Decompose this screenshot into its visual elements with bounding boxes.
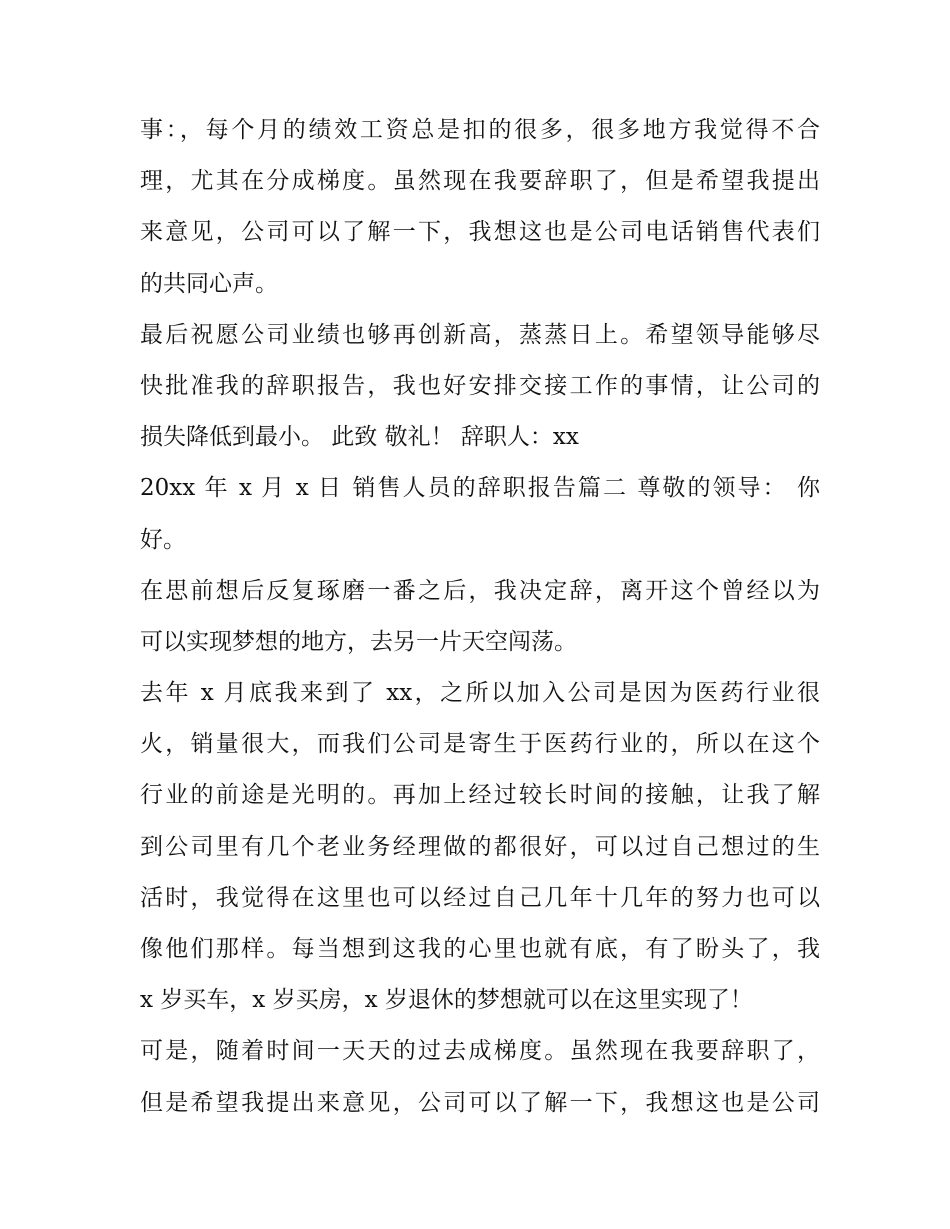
text-line: 但是希望我提出来意见，公司可以了解一下，我想这也是公司 bbox=[140, 1089, 820, 1116]
text-line: 事：，每个月的绩效工资总是扣的很多，很多地方我觉得不合 bbox=[140, 117, 820, 143]
text-line: 来意见，公司可以了解一下，我想这也是公司电话销售代表们 bbox=[140, 219, 820, 246]
text-line: 好。 bbox=[140, 526, 186, 553]
text-line: 行业的前途是光明的。再加上经过较长时间的接触，让我了解 bbox=[140, 782, 820, 809]
text-line: 到公司里有几个老业务经理做的都很好，可以过自己想过的生 bbox=[140, 833, 820, 860]
text-line: x 岁买车，x 岁买房，x 岁退休的梦想就可以在这里实现了！ bbox=[140, 987, 753, 1014]
text-line: 可以实现梦想的地方，去另一片天空闯荡。 bbox=[140, 628, 577, 655]
text-line: 理，尤其在分成梯度。虽然现在我要辞职了，但是希望我提出 bbox=[140, 168, 820, 195]
text-line: 的共同心声。 bbox=[140, 270, 278, 297]
text-line: 快批准我的辞职报告，我也好安排交接工作的事情，让公司的 bbox=[140, 372, 820, 399]
text-line: 像他们那样。每当想到这我的心里也就有底，有了盼头了，我 bbox=[140, 936, 820, 962]
text-line: 损失降低到最小。 此致 敬礼！ 辞职人：xx bbox=[140, 424, 579, 451]
body-text bbox=[140, 105, 820, 1129]
text-line: 火，销量很大，而我们公司是寄生于医药行业的，所以在这个 bbox=[140, 731, 820, 758]
text-line: 20xx 年 x 月 x 日 销售人员的辞职报告篇二 尊敬的领导： 你 bbox=[140, 475, 820, 502]
text-line: 活时，我觉得在这里也可以经过自己几年十几年的努力也可以 bbox=[140, 884, 820, 911]
text-line: 最后祝愿公司业绩也够再创新高，蒸蒸日上。希望领导能够尽 bbox=[140, 321, 820, 348]
text-line: 在思前想后反复琢磨一番之后，我决定辞，离开这个曾经以为 bbox=[140, 577, 820, 604]
text-line: 可是，随着时间一天天的过去成梯度。虽然现在我要辞职了， bbox=[140, 1038, 820, 1065]
text-line: 去年 x 月底我来到了 xx，之所以加入公司是因为医药行业很 bbox=[140, 680, 820, 707]
